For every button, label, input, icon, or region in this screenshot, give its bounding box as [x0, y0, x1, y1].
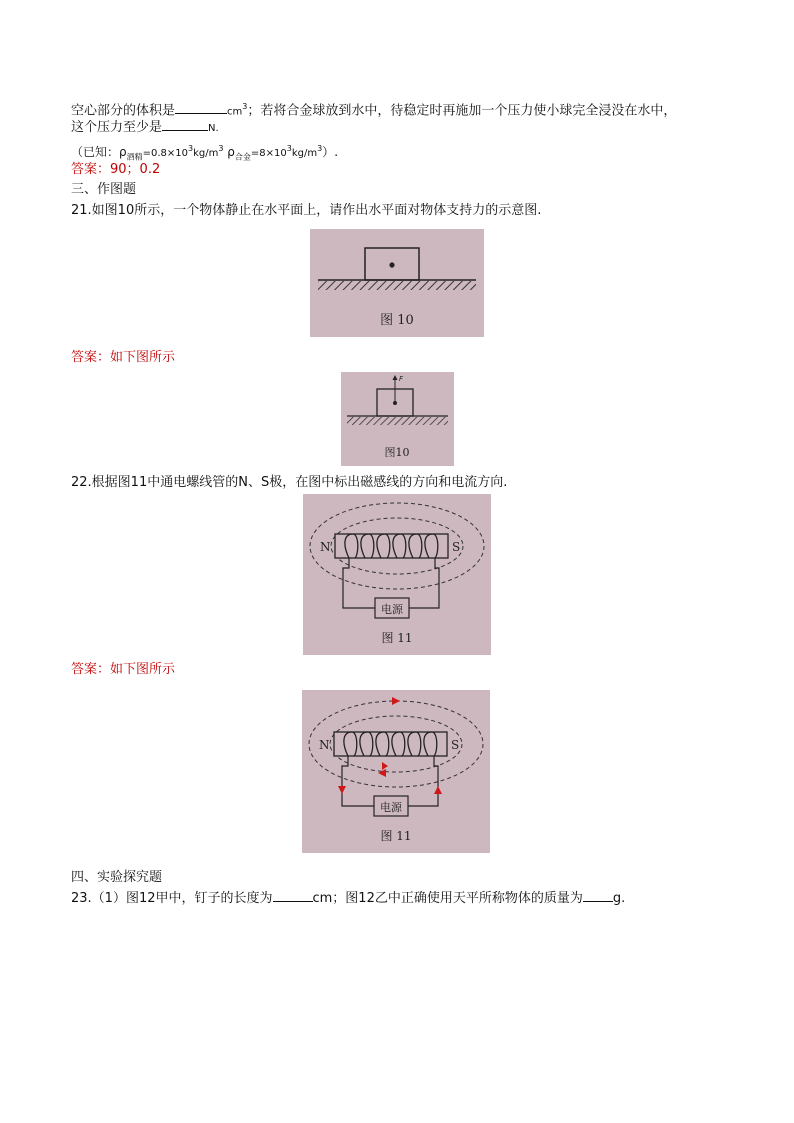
- question-21: 21.如图10所示，一个物体静止在水平面上，请作出水平面对物体支持力的示意图.: [71, 203, 542, 218]
- answer-blank: [175, 101, 227, 114]
- answer-20: 答案：90；0.2: [71, 162, 161, 177]
- wire-left: [342, 756, 374, 806]
- current-direction-arrow-left: [338, 786, 346, 794]
- answer-22: 答案：如下图所示: [71, 662, 176, 677]
- section-3-heading: 三、作图题: [71, 182, 137, 197]
- section-4-heading: 四、实验探究题: [71, 870, 163, 885]
- figure-10: [310, 229, 484, 337]
- answer-blank: [162, 118, 208, 131]
- arrow-head: [393, 375, 398, 380]
- question-23: 23.（1）图12甲中，钉子的长度为 cm；图12乙中正确使用天平所称物体的质量为 g.: [71, 891, 626, 906]
- wire-right: [408, 756, 438, 806]
- figure-11: [303, 494, 491, 655]
- field-direction-arrow-bottom: [378, 769, 386, 777]
- power-source-label: 电源: [380, 801, 402, 814]
- figure-10-answer-drawing: [341, 372, 454, 466]
- ground-hatch: [318, 281, 476, 290]
- wire-right: [409, 558, 439, 608]
- solenoid-core: [334, 732, 447, 756]
- power-source-label: 电源: [381, 603, 403, 616]
- wire-left: [343, 558, 375, 608]
- figure-11-label: 图 11: [381, 631, 413, 645]
- north-pole-label: N: [320, 540, 331, 554]
- figure-10-drawing: [310, 229, 484, 337]
- current-direction-arrow-right: [434, 786, 442, 794]
- figure-10-answer-label: 图10: [384, 446, 410, 459]
- force-label: F: [399, 375, 404, 383]
- question-20-line-1: 空心部分的体积是 $cm^3$；若将合金球放到水中，待稳定时再施加一个压力使小球完全浸没在水中，: [71, 102, 677, 119]
- figure-11-answer: [302, 690, 490, 853]
- answer-blank: [583, 889, 613, 902]
- field-direction-arrow-top: [392, 697, 400, 705]
- current-direction-arrow-coil: [382, 762, 388, 770]
- figure-10-answer: [341, 372, 454, 466]
- ground-hatch: [347, 417, 448, 425]
- figure-11-answer-drawing: [302, 690, 490, 853]
- solenoid-core: [335, 534, 448, 558]
- given-data: （已知：$\rho_{酒精}=0.8\times 10^3kg/m^3$ $\rho_{合金}=8\times 10^3kg/m^3$）.: [71, 144, 339, 162]
- south-pole-label: S: [451, 738, 460, 752]
- answer-21: 答案：如下图所示: [71, 350, 176, 365]
- south-pole-label: S: [452, 540, 461, 554]
- figure-11-answer-label: 图 11: [380, 829, 412, 843]
- figure-10-label: 图 10: [380, 313, 414, 328]
- center-dot: [389, 262, 394, 267]
- question-22: 22.根据图11中通电螺线管的N、S极，在图中标出磁感线的方向和电流方向.: [71, 475, 508, 490]
- question-20-line-2: 这个压力至少是 N.: [71, 120, 219, 135]
- answer-blank: [273, 889, 313, 902]
- figure-11-drawing: [303, 494, 491, 655]
- north-pole-label: N: [319, 738, 330, 752]
